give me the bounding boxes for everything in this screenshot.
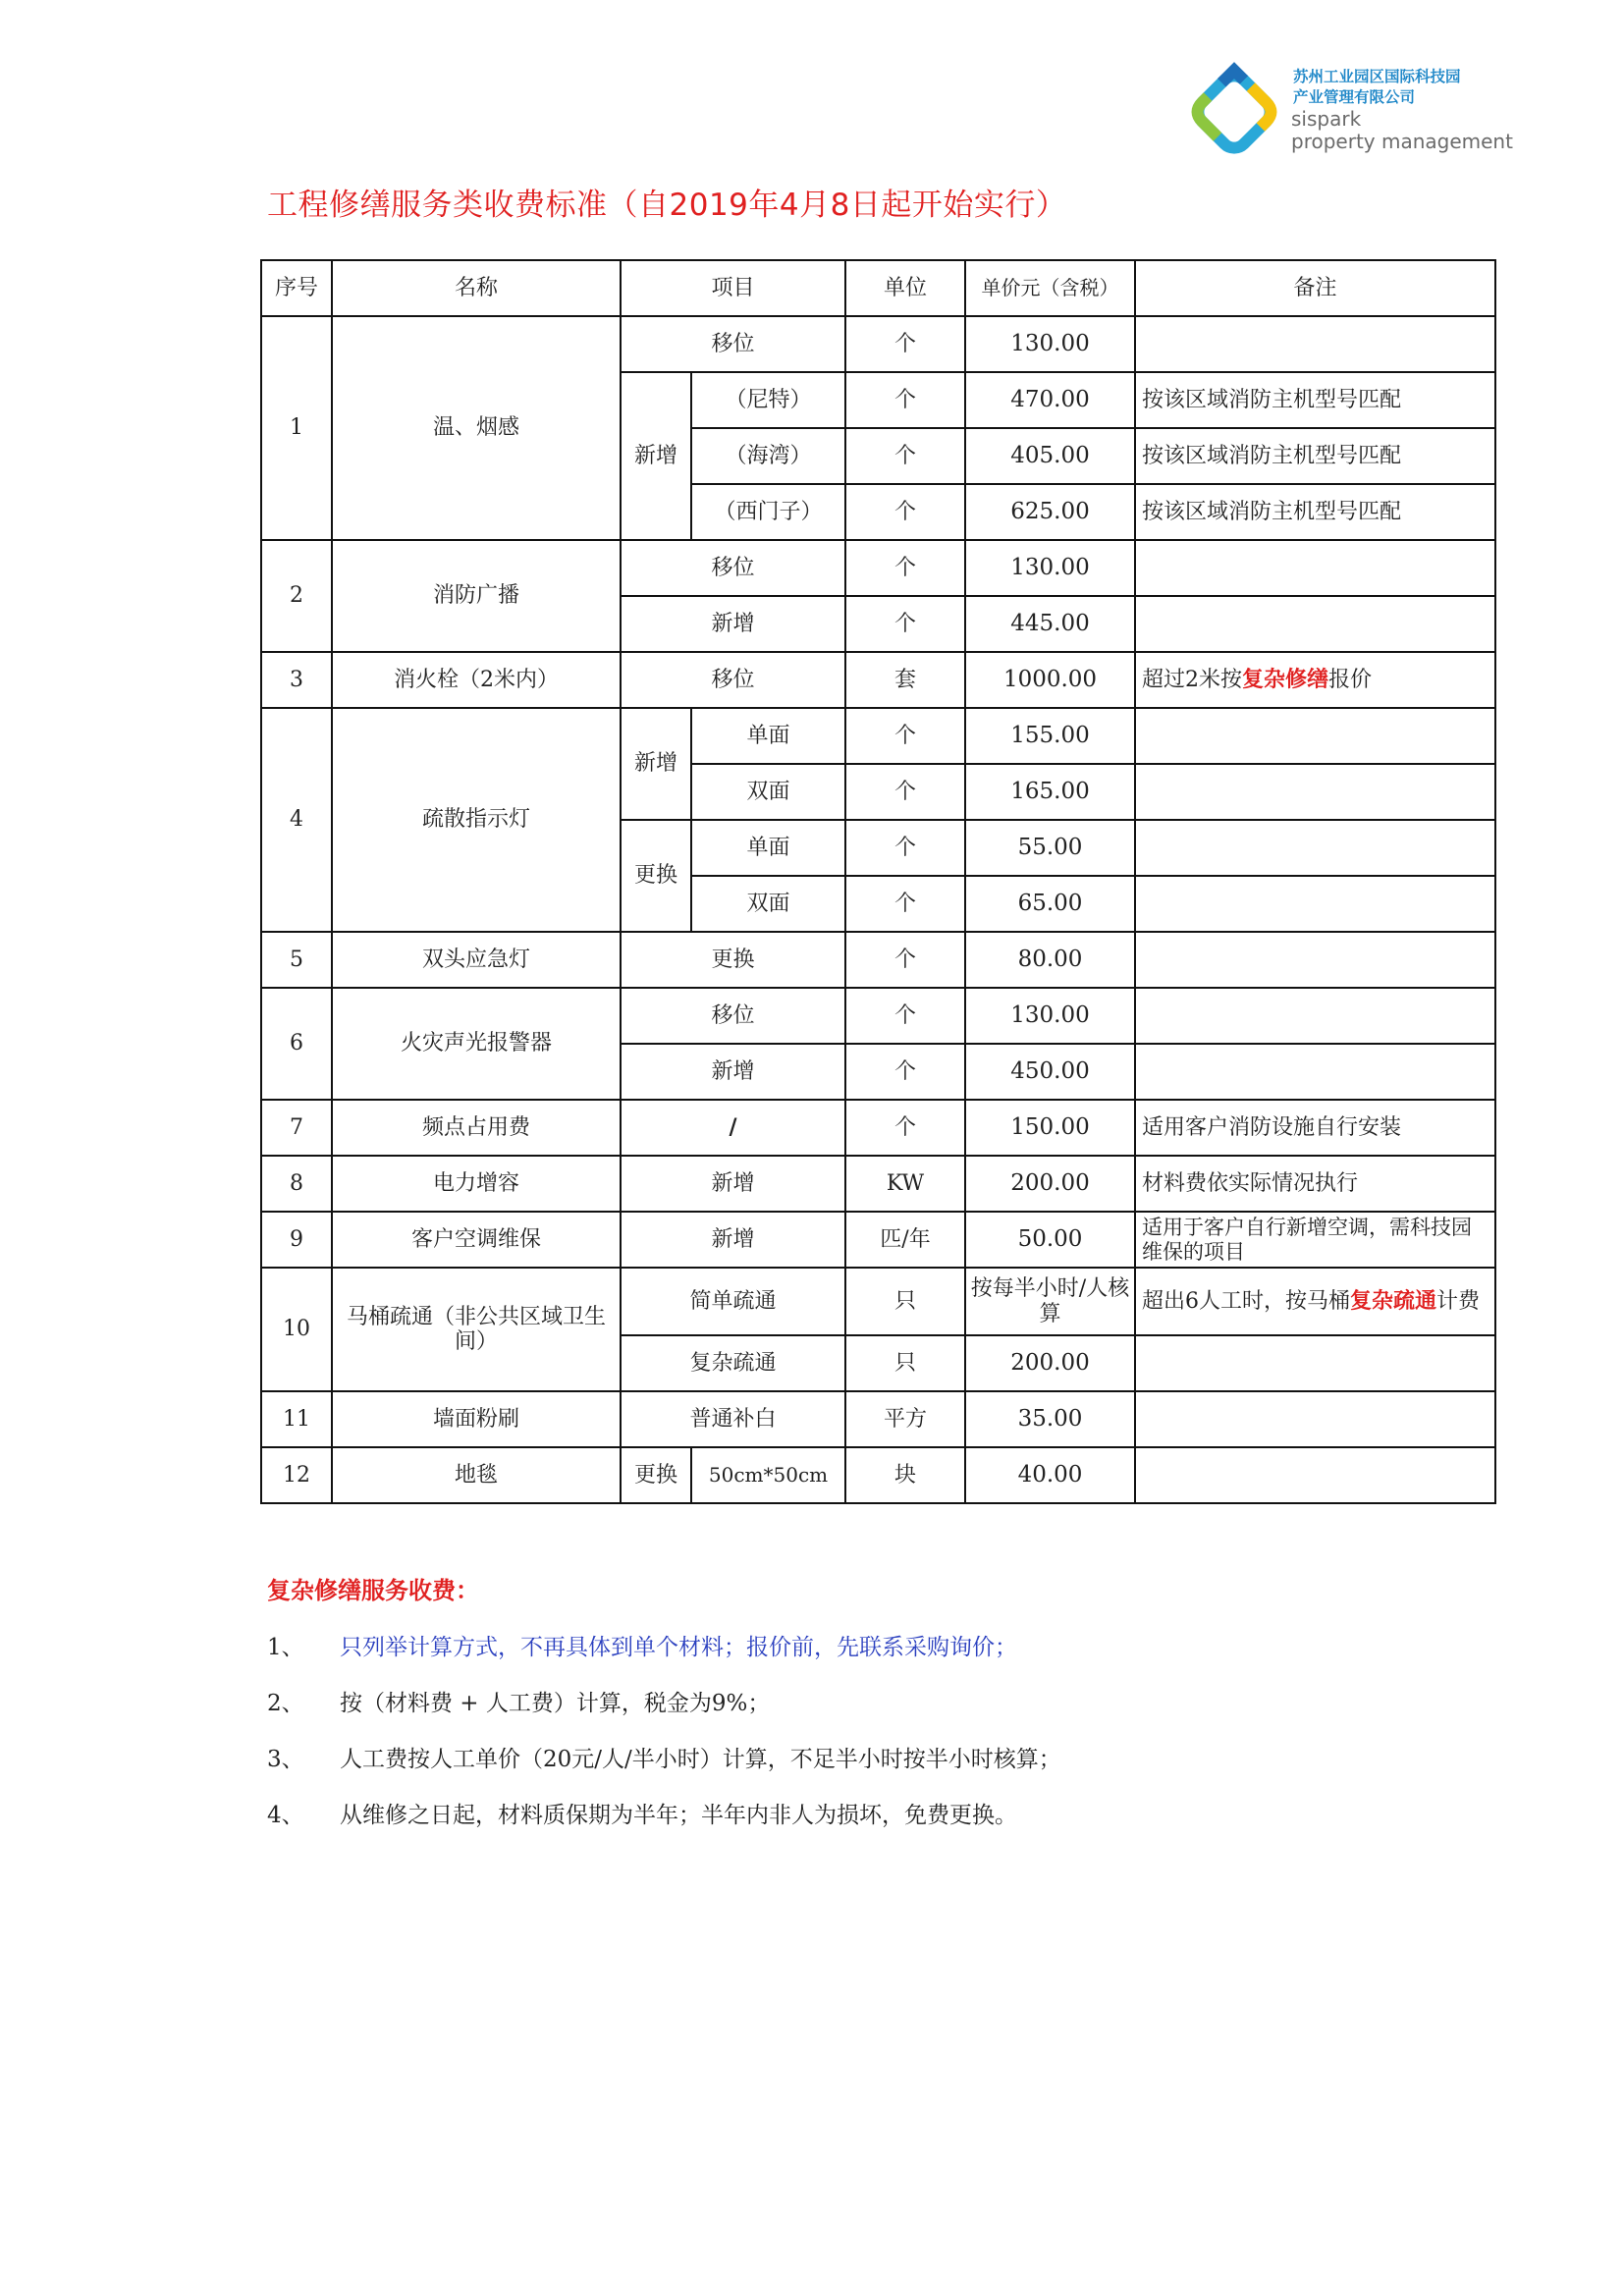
cell-no: 5 (261, 932, 332, 988)
list-item-number: 2、 (267, 1691, 304, 1716)
cell-unit: 个 (845, 596, 965, 652)
cell-item: 双面 (691, 876, 845, 932)
cell-price: 50.00 (965, 1212, 1135, 1268)
cell-unit: 个 (845, 764, 965, 820)
cell-price: 200.00 (965, 1156, 1135, 1212)
cell-note (1135, 1268, 1495, 1335)
header-unit: 单位 (845, 260, 965, 316)
cell-price: 40.00 (965, 1447, 1135, 1503)
cell-note (1135, 1044, 1495, 1100)
table-row (261, 1268, 1495, 1335)
cell-item: （尼特） (691, 372, 845, 428)
company-logo (1183, 61, 1517, 169)
cell-name: 火灾声光报警器 (332, 988, 621, 1100)
cell-note (1135, 1447, 1495, 1503)
list-item-number: 4、 (267, 1803, 304, 1828)
table-row (261, 932, 1495, 988)
header-note: 备注 (1135, 260, 1495, 316)
cell-item: 新增 (621, 1156, 845, 1212)
list-item (267, 1617, 1061, 1673)
cell-price: 445.00 (965, 596, 1135, 652)
cell-unit: 个 (845, 316, 965, 372)
cell-item-group: 更换 (621, 1447, 691, 1503)
cell-price: 80.00 (965, 932, 1135, 988)
fee-table (260, 259, 1496, 1504)
cell-unit: 个 (845, 540, 965, 596)
header-name: 名称 (332, 260, 621, 316)
cell-name: 双头应急灯 (332, 932, 621, 988)
cell-note: 适用客户消防设施自行安装 (1135, 1100, 1495, 1156)
cell-note (1135, 876, 1495, 932)
note-highlight: 复杂疏通 (1350, 1287, 1437, 1314)
cell-note (1135, 932, 1495, 988)
cell-unit: 套 (845, 652, 965, 708)
note-text: 计费 (1436, 1288, 1481, 1314)
header-price: 单价元（含税） (965, 260, 1135, 316)
table-row (261, 1447, 1495, 1503)
cell-unit: 块 (845, 1447, 965, 1503)
list-item-text: 只列举计算方式，不再具体到单个材料；报价前，先联系采购询价； (340, 1635, 1017, 1660)
cell-item: 移位 (621, 316, 845, 372)
cell-note: 按该区域消防主机型号匹配 (1135, 428, 1495, 484)
note-text: 超出6人工时，按马桶 (1142, 1288, 1351, 1314)
cell-item: 新增 (621, 1212, 845, 1268)
cell-unit: 个 (845, 428, 965, 484)
cell-price: 150.00 (965, 1100, 1135, 1156)
cell-name: 消火栓（2米内） (332, 652, 621, 708)
list-item (267, 1673, 1061, 1729)
cell-item: 新增 (621, 1044, 845, 1100)
cell-name: 电力增容 (332, 1156, 621, 1212)
cell-note (1135, 988, 1495, 1044)
cell-item: 移位 (621, 652, 845, 708)
logo-chinese-line2: 产业管理有限公司 (1293, 88, 1416, 106)
cell-price: 625.00 (965, 484, 1135, 540)
cell-name: 消防广播 (332, 540, 621, 652)
cell-no: 1 (261, 316, 332, 540)
cell-note: 适用于客户自行新增空调，需科技园维保的项目 (1135, 1212, 1495, 1268)
complex-repair-notes (267, 1571, 1061, 1841)
cell-price: 155.00 (965, 708, 1135, 764)
cell-unit: 个 (845, 708, 965, 764)
sispark-logo-mark-icon (1183, 61, 1285, 163)
cell-no: 9 (261, 1212, 332, 1268)
logo-english-line2: property management (1291, 130, 1513, 153)
cell-item: 新增 (621, 596, 845, 652)
note-text: 报价 (1328, 667, 1373, 692)
list-item (267, 1729, 1061, 1785)
cell-name: 地毯 (332, 1447, 621, 1503)
cell-no: 10 (261, 1268, 332, 1391)
cell-name: 频点占用费 (332, 1100, 621, 1156)
list-item-text: 人工费按人工单价（20元/人/半小时）计算，不足半小时按半小时核算； (340, 1747, 1061, 1772)
table-row (261, 652, 1495, 708)
cell-price: 35.00 (965, 1391, 1135, 1447)
cell-item: 单面 (691, 820, 845, 876)
cell-item: 简单疏通 (621, 1268, 845, 1335)
table-row (261, 1212, 1495, 1268)
cell-unit: 只 (845, 1335, 965, 1391)
cell-unit: 个 (845, 372, 965, 428)
table-header-row (261, 260, 1495, 316)
cell-item: 单面 (691, 708, 845, 764)
cell-note (1135, 1391, 1495, 1447)
cell-item: 双面 (691, 764, 845, 820)
cell-unit: 个 (845, 932, 965, 988)
cell-name: 马桶疏通（非公共区域卫生间） (332, 1268, 621, 1391)
note-highlight: 复杂修缮 (1242, 666, 1329, 692)
cell-note (1135, 596, 1495, 652)
cell-unit: 个 (845, 820, 965, 876)
cell-item: 50cm*50cm (691, 1447, 845, 1503)
cell-price: 470.00 (965, 372, 1135, 428)
cell-item: 复杂疏通 (621, 1335, 845, 1391)
cell-price: 130.00 (965, 316, 1135, 372)
cell-no: 7 (261, 1100, 332, 1156)
cell-unit: 个 (845, 1100, 965, 1156)
header-no: 序号 (261, 260, 332, 316)
cell-price: 1000.00 (965, 652, 1135, 708)
note-text: 超过2米按 (1142, 667, 1243, 692)
cell-unit: 平方 (845, 1391, 965, 1447)
cell-price: 200.00 (965, 1335, 1135, 1391)
document-title: 工程修缮服务类收费标准（自2019年4月8日起开始实行） (267, 188, 1067, 223)
table-row (261, 1100, 1495, 1156)
cell-name: 墙面粉刷 (332, 1391, 621, 1447)
cell-item-group: 新增 (621, 372, 691, 540)
header-item: 项目 (621, 260, 845, 316)
cell-price: 按每半小时/人核算 (965, 1268, 1135, 1335)
cell-price: 450.00 (965, 1044, 1135, 1100)
cell-note (1135, 820, 1495, 876)
cell-note: 按该区域消防主机型号匹配 (1135, 484, 1495, 540)
cell-note (1135, 540, 1495, 596)
notes-title: 复杂修缮服务收费： (267, 1577, 479, 1604)
cell-note: 材料费依实际情况执行 (1135, 1156, 1495, 1212)
list-item-text: 从维修之日起，材料质保期为半年；半年内非人为损坏，免费更换。 (340, 1803, 1017, 1828)
cell-price: 130.00 (965, 988, 1135, 1044)
cell-name: 客户空调维保 (332, 1212, 621, 1268)
cell-unit: 个 (845, 876, 965, 932)
cell-no: 3 (261, 652, 332, 708)
cell-item: （西门子） (691, 484, 845, 540)
cell-price: 405.00 (965, 428, 1135, 484)
logo-chinese-line1: 苏州工业园区国际科技园 (1293, 68, 1461, 85)
table-row (261, 988, 1495, 1044)
list-item (267, 1785, 1061, 1841)
table-row (261, 1391, 1495, 1447)
cell-note (1135, 316, 1495, 372)
cell-no: 11 (261, 1391, 332, 1447)
cell-item: / (621, 1100, 845, 1156)
cell-name: 温、烟感 (332, 316, 621, 540)
cell-price: 130.00 (965, 540, 1135, 596)
cell-unit: KW (845, 1156, 965, 1212)
list-item-number: 3、 (267, 1747, 304, 1772)
cell-unit: 个 (845, 484, 965, 540)
cell-note (1135, 1335, 1495, 1391)
cell-unit: 只 (845, 1268, 965, 1335)
cell-price: 65.00 (965, 876, 1135, 932)
cell-note: 按该区域消防主机型号匹配 (1135, 372, 1495, 428)
table-row (261, 540, 1495, 596)
cell-price: 165.00 (965, 764, 1135, 820)
cell-no: 8 (261, 1156, 332, 1212)
cell-note (1135, 708, 1495, 764)
cell-item-group: 新增 (621, 708, 691, 820)
cell-item-group: 更换 (621, 820, 691, 932)
list-item-text: 按（材料费 + 人工费）计算，税金为9%； (340, 1691, 771, 1716)
cell-note (1135, 764, 1495, 820)
cell-item: 移位 (621, 988, 845, 1044)
cell-no: 2 (261, 540, 332, 652)
cell-no: 4 (261, 708, 332, 932)
cell-unit: 个 (845, 1044, 965, 1100)
cell-name: 疏散指示灯 (332, 708, 621, 932)
cell-unit: 个 (845, 988, 965, 1044)
table-row (261, 316, 1495, 372)
cell-price: 55.00 (965, 820, 1135, 876)
cell-no: 12 (261, 1447, 332, 1503)
cell-unit: 匹/年 (845, 1212, 965, 1268)
logo-english-line1: sispark (1291, 107, 1362, 131)
cell-item: 普通补白 (621, 1391, 845, 1447)
list-item-number: 1、 (267, 1635, 304, 1660)
cell-no: 6 (261, 988, 332, 1100)
cell-note (1135, 652, 1495, 708)
fee-table-container (260, 259, 1496, 1504)
table-row (261, 1156, 1495, 1212)
cell-item: （海湾） (691, 428, 845, 484)
cell-item: 更换 (621, 932, 845, 988)
table-row (261, 708, 1495, 764)
cell-item: 移位 (621, 540, 845, 596)
